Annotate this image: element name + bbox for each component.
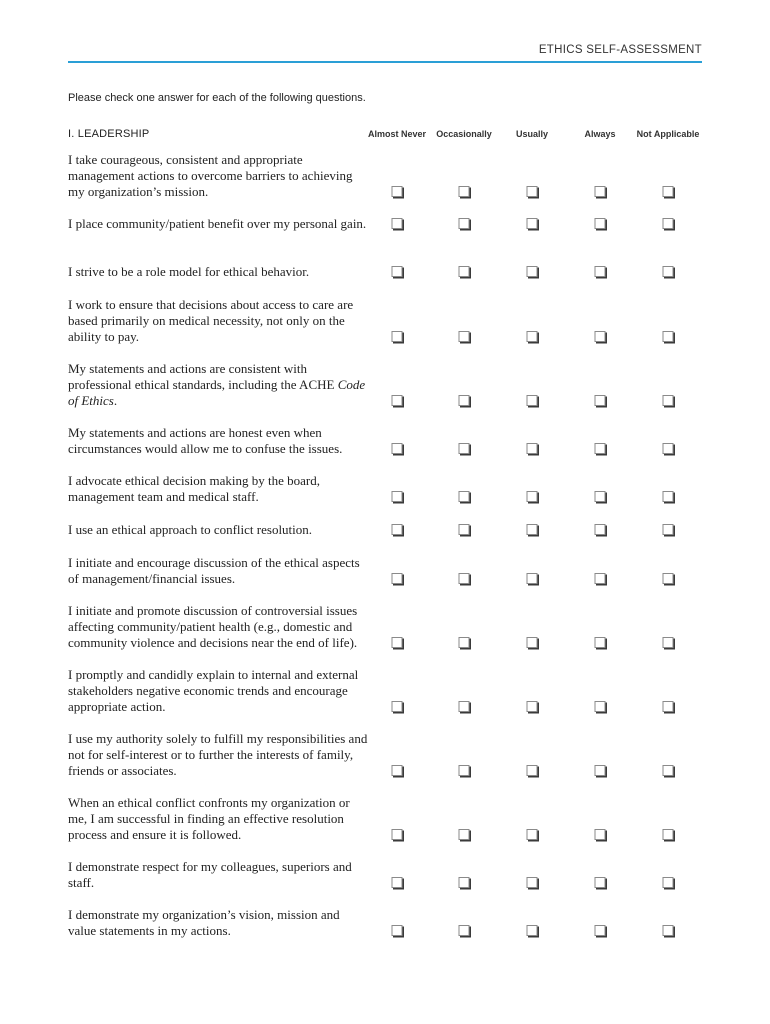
checkbox-not-applicable[interactable]: [663, 395, 674, 406]
checkbox-occasionally[interactable]: [459, 637, 470, 648]
checkbox-almost-never[interactable]: [392, 925, 403, 936]
column-header-occasionally: Occasionally: [436, 129, 492, 139]
checkbox-not-applicable[interactable]: [663, 701, 674, 712]
question-text: I initiate and encourage discussion of the ethical aspects of management/financial issues.: [68, 555, 360, 586]
page-header-title: ETHICS SELF-ASSESSMENT: [538, 44, 702, 56]
checkbox-not-applicable[interactable]: [663, 573, 674, 584]
question-text: When an ethical conflict confronts my organization or me, I am successful in finding an effective resolution process and ensure it is followed.: [68, 795, 350, 842]
checkbox-not-applicable[interactable]: [663, 443, 674, 454]
checkbox-not-applicable[interactable]: [663, 765, 674, 776]
checkbox-always[interactable]: [595, 218, 606, 229]
column-header-not-applicable: Not Applicable: [636, 129, 700, 139]
checkbox-almost-never[interactable]: [392, 395, 403, 406]
checkbox-not-applicable[interactable]: [663, 877, 674, 888]
checkbox-not-applicable[interactable]: [663, 829, 674, 840]
checkbox-occasionally[interactable]: [459, 765, 470, 776]
checkbox-always[interactable]: [595, 395, 606, 406]
checkbox-not-applicable[interactable]: [663, 266, 674, 277]
checkbox-almost-never[interactable]: [392, 524, 403, 535]
checkbox-usually[interactable]: [527, 637, 538, 648]
question-text: My statements and actions are consistent with professional ethical standards, including the ACHE Code of Ethics.: [68, 361, 366, 408]
checkbox-always[interactable]: [595, 491, 606, 502]
section-title: I. LEADERSHIP: [68, 128, 150, 140]
checkbox-usually[interactable]: [527, 443, 538, 454]
column-header-always: Always: [584, 129, 616, 139]
checkbox-almost-never[interactable]: [392, 877, 403, 888]
checkbox-always[interactable]: [595, 524, 606, 535]
checkbox-occasionally[interactable]: [459, 443, 470, 454]
checkbox-usually[interactable]: [527, 218, 538, 229]
checkbox-occasionally[interactable]: [459, 573, 470, 584]
checkbox-occasionally[interactable]: [459, 829, 470, 840]
checkbox-almost-never[interactable]: [392, 266, 403, 277]
checkbox-always[interactable]: [595, 925, 606, 936]
checkbox-usually[interactable]: [527, 877, 538, 888]
checkbox-usually[interactable]: [527, 829, 538, 840]
checkbox-not-applicable[interactable]: [663, 524, 674, 535]
checkbox-always[interactable]: [595, 701, 606, 712]
checkbox-occasionally[interactable]: [459, 491, 470, 502]
checkbox-almost-never[interactable]: [392, 637, 403, 648]
question-text: I demonstrate respect for my colleagues, superiors and staff.: [68, 859, 352, 890]
checkbox-not-applicable[interactable]: [663, 331, 674, 342]
checkbox-always[interactable]: [595, 765, 606, 776]
checkbox-always[interactable]: [595, 331, 606, 342]
question-text: I work to ensure that decisions about access to care are based primarily on medical necessity, not only on the ability to pay.: [68, 297, 354, 344]
checkbox-almost-never[interactable]: [392, 573, 403, 584]
question-text: I strive to be a role model for ethical behavior.: [68, 264, 310, 279]
checkbox-almost-never[interactable]: [392, 829, 403, 840]
checkbox-occasionally[interactable]: [459, 266, 470, 277]
checkbox-almost-never[interactable]: [392, 331, 403, 342]
checkbox-usually[interactable]: [527, 395, 538, 406]
checkbox-always[interactable]: [595, 829, 606, 840]
checkbox-occasionally[interactable]: [459, 331, 470, 342]
column-header-usually: Usually: [515, 129, 549, 139]
question-text: I place community/patient benefit over my personal gain.: [68, 216, 367, 231]
question-text: My statements and actions are honest even when circumstances would allow me to confuse the issues.: [68, 425, 343, 456]
checkbox-always[interactable]: [595, 186, 606, 197]
checkbox-occasionally[interactable]: [459, 701, 470, 712]
checkbox-always[interactable]: [595, 637, 606, 648]
checkbox-always[interactable]: [595, 573, 606, 584]
checkbox-usually[interactable]: [527, 573, 538, 584]
checkbox-occasionally[interactable]: [459, 877, 470, 888]
question-text: I use an ethical approach to conflict resolution.: [68, 522, 313, 537]
checkbox-almost-never[interactable]: [392, 701, 403, 712]
question-text: I initiate and promote discussion of controversial issues affecting community/patient health (e.g., domestic and community violence and decisions near the end of life).: [68, 603, 358, 650]
checkbox-almost-never[interactable]: [392, 765, 403, 776]
question-text: I promptly and candidly explain to internal and external stakeholders negative economic trends and encourage appropriate action.: [68, 667, 359, 714]
checkbox-not-applicable[interactable]: [663, 491, 674, 502]
checkbox-occasionally[interactable]: [459, 395, 470, 406]
question-text: I take courageous, consistent and appropriate management actions to overcome barriers to achieving my organization’s mission.: [68, 152, 353, 199]
header-rule: [68, 61, 702, 63]
checkbox-always[interactable]: [595, 877, 606, 888]
checkbox-occasionally[interactable]: [459, 218, 470, 229]
question-text: I advocate ethical decision making by the board, management team and medical staff.: [68, 473, 320, 504]
checkbox-almost-never[interactable]: [392, 491, 403, 502]
checkbox-usually[interactable]: [527, 331, 538, 342]
checkbox-always[interactable]: [595, 443, 606, 454]
checkbox-usually[interactable]: [527, 701, 538, 712]
checkbox-not-applicable[interactable]: [663, 637, 674, 648]
checkbox-occasionally[interactable]: [459, 925, 470, 936]
checkbox-usually[interactable]: [527, 925, 538, 936]
checkbox-almost-never[interactable]: [392, 218, 403, 229]
checkbox-not-applicable[interactable]: [663, 925, 674, 936]
question-text: I demonstrate my organization’s vision, mission and value statements in my actions.: [68, 907, 340, 938]
checkbox-usually[interactable]: [527, 266, 538, 277]
checkbox-usually[interactable]: [527, 491, 538, 502]
checkbox-usually[interactable]: [527, 765, 538, 776]
checkbox-almost-never[interactable]: [392, 186, 403, 197]
question-text: I use my authority solely to fulfill my responsibilities and not for self-interest or to further the interests of family, friends or associates.: [68, 731, 368, 778]
checkbox-usually[interactable]: [527, 186, 538, 197]
checkbox-occasionally[interactable]: [459, 524, 470, 535]
column-header-almost-never: Almost Never: [367, 129, 427, 139]
checkbox-almost-never[interactable]: [392, 443, 403, 454]
checkbox-occasionally[interactable]: [459, 186, 470, 197]
checkbox-not-applicable[interactable]: [663, 218, 674, 229]
checkbox-usually[interactable]: [527, 524, 538, 535]
checkbox-not-applicable[interactable]: [663, 186, 674, 197]
checkbox-always[interactable]: [595, 266, 606, 277]
instructions-text: Please check one answer for each of the following questions.: [68, 92, 366, 104]
